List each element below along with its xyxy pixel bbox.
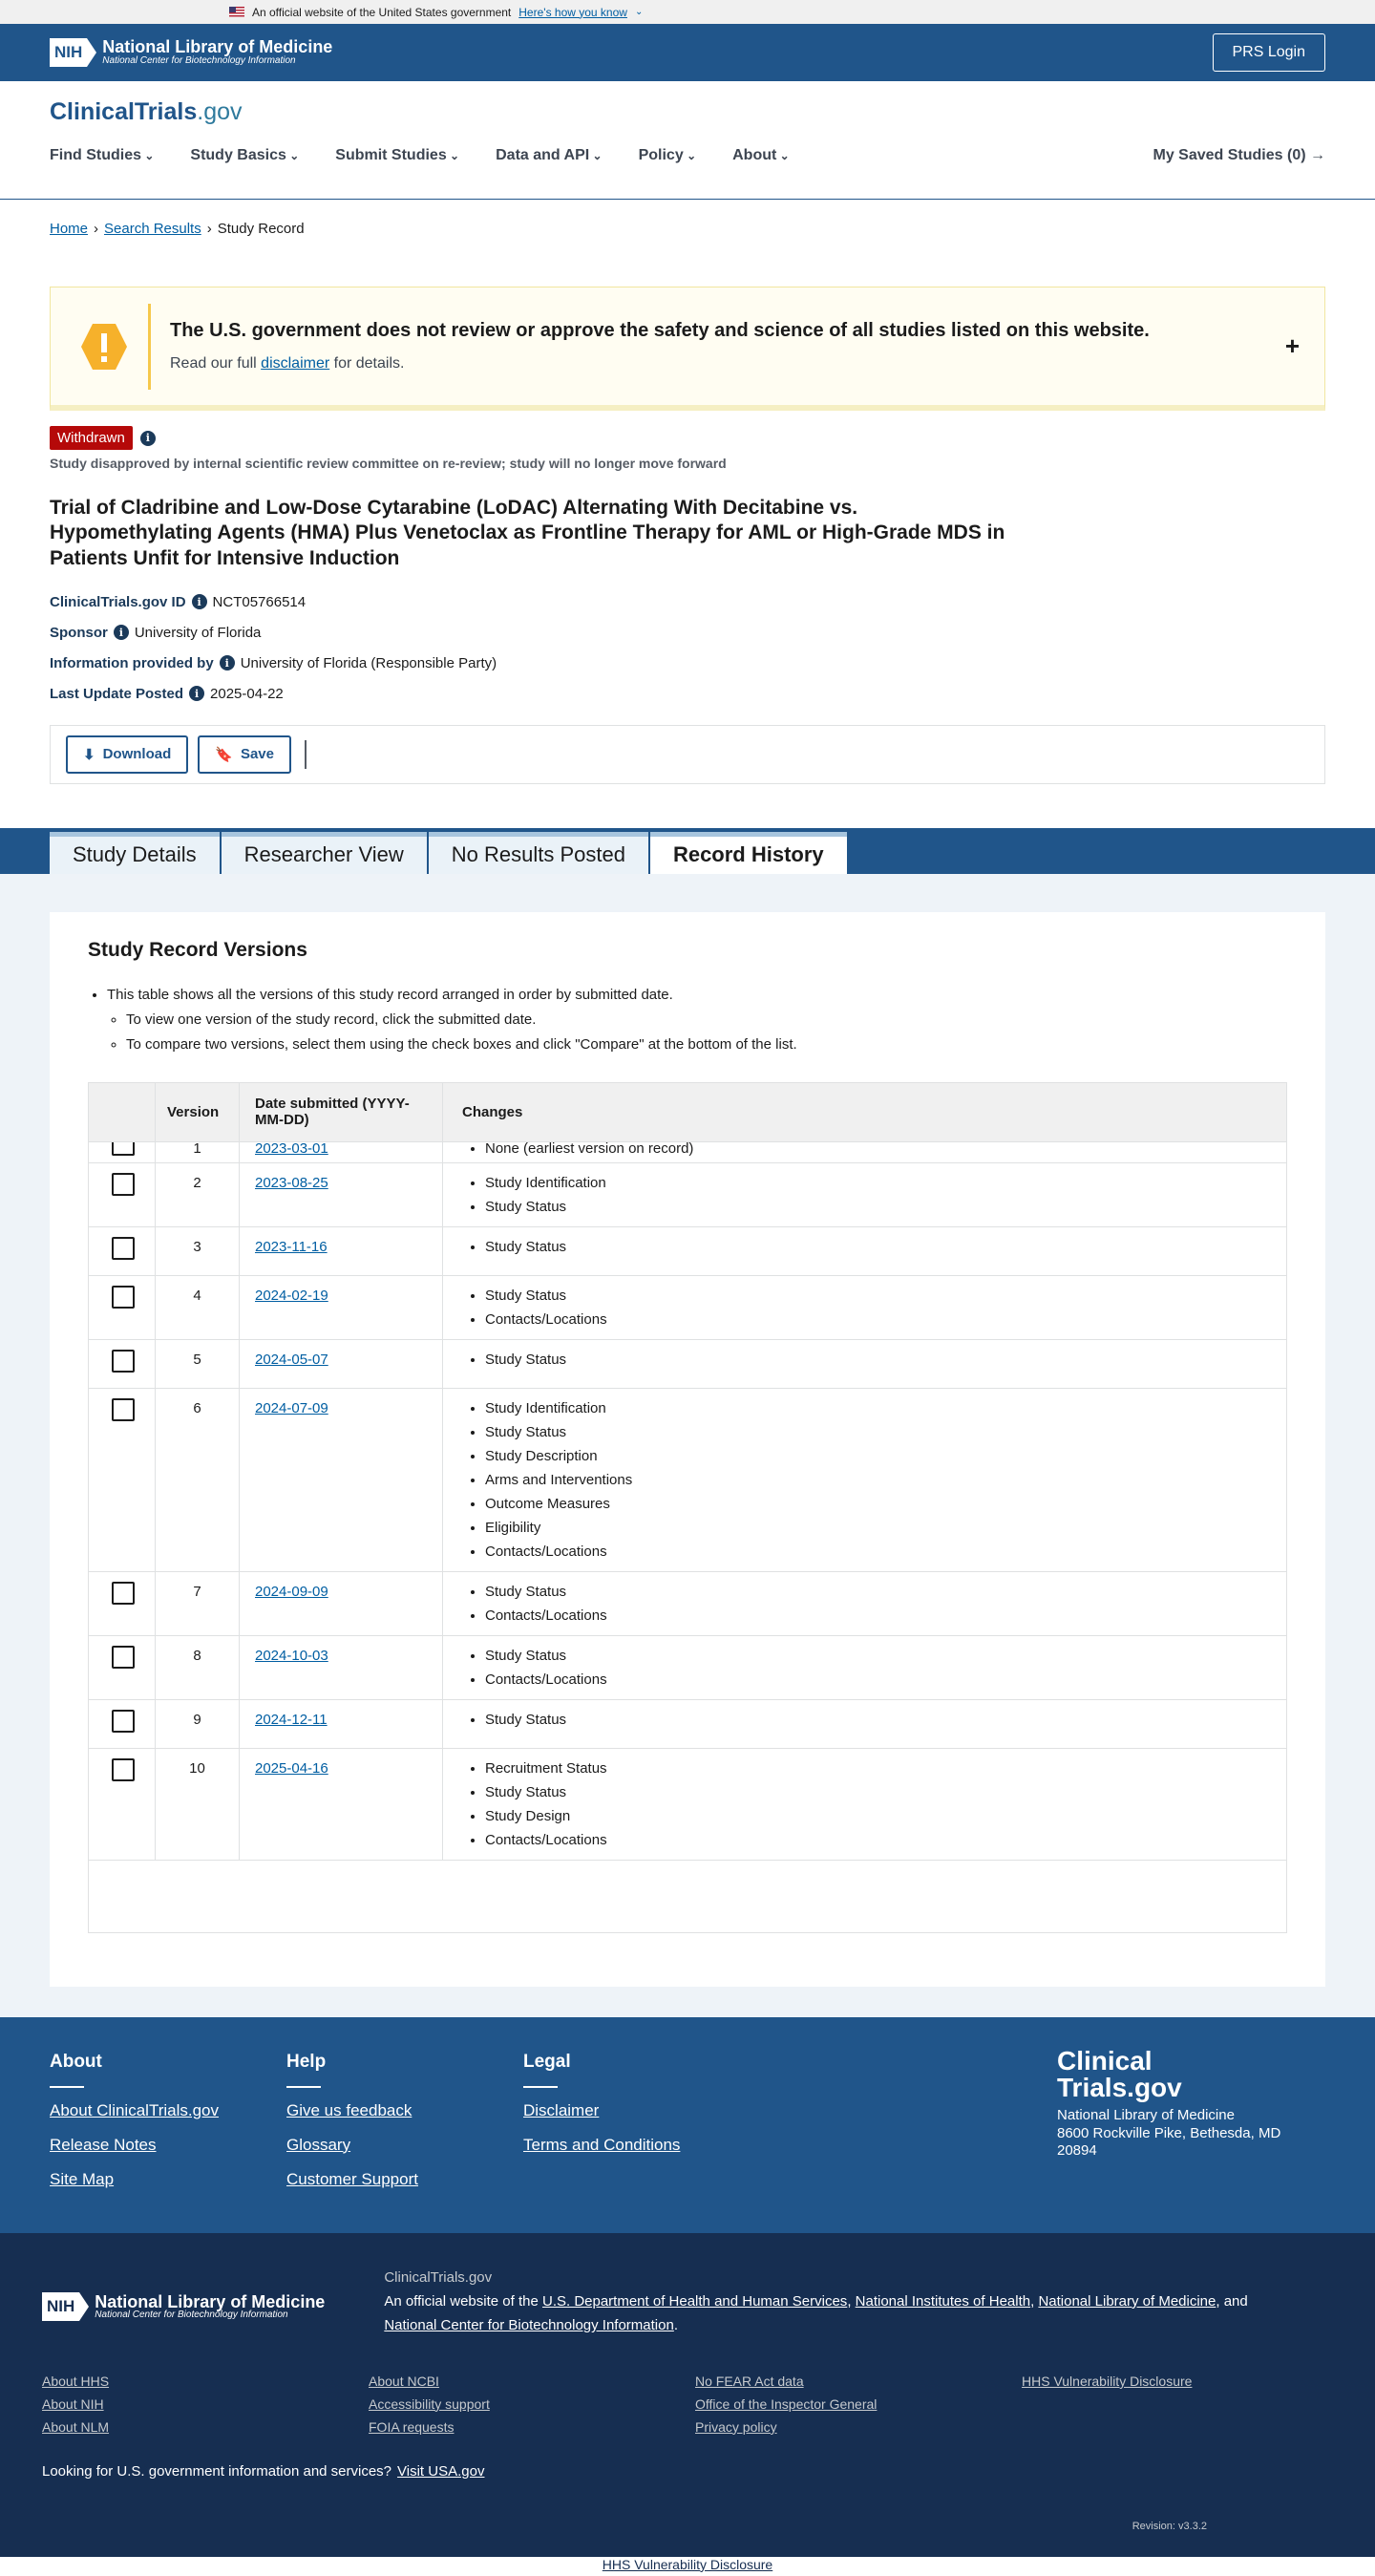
footer-empty	[1022, 2419, 1308, 2435]
nav-about[interactable]: About ⌄	[732, 147, 790, 164]
version-date-link[interactable]: 2023-11-16	[255, 1238, 328, 1255]
usa-text: Looking for U.S. government information and services?	[42, 2462, 392, 2480]
note-text: This table shows all the versions of this study record arranged in order by submitted date.	[107, 986, 673, 1003]
change-item: • Study Status	[485, 1284, 1275, 1308]
version-checkbox[interactable]	[112, 1142, 135, 1156]
table-row	[89, 1339, 1287, 1388]
meta-label: Last Update Posted	[50, 685, 184, 702]
footer-empty	[1022, 2396, 1308, 2412]
meta-value: NCT05766514	[212, 593, 307, 610]
disclaimer-pre: Read our full	[170, 355, 262, 372]
changes-cell	[443, 1275, 1287, 1339]
versions-table-body	[89, 1141, 1287, 1932]
change-item: • Study Identification	[485, 1171, 1275, 1195]
changes-cell	[443, 1226, 1287, 1275]
disclaimer-alert	[50, 287, 1325, 411]
select-cell	[89, 1339, 156, 1388]
footer-gov-link[interactable]: FOIA requests	[369, 2418, 455, 2435]
nih-logo-mark: NIH	[42, 2292, 79, 2321]
change-item: • Outcome Measures	[485, 1492, 1275, 1516]
table-row	[89, 1748, 1287, 1860]
saved-studies-label: My Saved Studies (0)	[1153, 147, 1306, 163]
nih-logo-mark: NIH	[50, 38, 87, 67]
change-item: • Study Status	[485, 1348, 1275, 1372]
note-item: ◦ To compare two versions, select them using the check boxes and click "Compare" at the bottom of the list.	[126, 1033, 1287, 1057]
footer-legal	[523, 2052, 760, 2199]
select-cell	[89, 1748, 156, 1860]
how-you-know-link[interactable]: Here's how you know	[518, 5, 627, 19]
breadcrumb-current: Study Record	[217, 221, 305, 237]
nav-policy[interactable]: Policy ⌄	[639, 147, 697, 164]
footer-gov-link[interactable]: Accessibility support	[369, 2395, 490, 2412]
spacer-cell	[89, 1860, 1287, 1932]
disclaimer-link[interactable]: disclaimer	[261, 355, 330, 372]
record-history-section	[0, 874, 1375, 2017]
version-number: 8	[156, 1635, 240, 1699]
tab-study-details[interactable]: Study Details	[50, 832, 220, 874]
change-item: • Arms and Interventions	[485, 1468, 1275, 1492]
meta-info-provided	[50, 655, 1325, 671]
expand-plus-icon[interactable]: +	[1284, 331, 1300, 360]
address-line: National Library of Medicine	[1057, 2106, 1235, 2123]
change-item: • Study Status	[485, 1420, 1275, 1444]
version-number: 2	[156, 1162, 240, 1226]
disclaimer-post: for details.	[329, 355, 405, 372]
change-item: • Study Status	[485, 1780, 1275, 1804]
footer-logo-line: Trials.gov	[1057, 2072, 1182, 2102]
change-item: • None (earliest version on record)	[485, 1142, 1275, 1156]
version-checkbox[interactable]	[112, 1286, 135, 1309]
version-date-link[interactable]: 2023-08-25	[255, 1174, 328, 1191]
version-checkbox[interactable]	[112, 1237, 135, 1260]
tab-record-history[interactable]: Record History	[650, 832, 847, 874]
date-cell	[240, 1635, 443, 1699]
nlm-footer-logo[interactable]	[42, 2277, 325, 2337]
changes-cell	[443, 1162, 1287, 1226]
hhs-link[interactable]: U.S. Department of Health and Human Services	[541, 2292, 848, 2310]
meta-value: University of Florida (Responsible Party)	[240, 654, 497, 671]
footer-legal-heading: Legal	[523, 2051, 571, 2072]
official-text: An official website of the	[384, 2292, 542, 2310]
version-date-link[interactable]: 2023-03-01	[255, 1139, 328, 1157]
site-logo-main: ClinicalTrials	[50, 98, 198, 125]
date-cell	[240, 1141, 443, 1162]
usa-gov-link[interactable]: Visit USA.gov	[397, 2462, 485, 2480]
footer-gov-link[interactable]: Privacy policy	[695, 2418, 777, 2435]
disclaimer-text	[170, 355, 1150, 373]
footer-link[interactable]: Terms and Conditions	[523, 2135, 681, 2154]
address-line: 8600 Rockville Pike, Bethesda, MD	[1057, 2124, 1281, 2141]
version-checkbox[interactable]	[112, 1398, 135, 1421]
meta-sponsor	[50, 625, 1325, 641]
footer-link[interactable]: Customer Support	[286, 2169, 418, 2188]
table-row	[89, 1635, 1287, 1699]
change-item: • Recruitment Status	[485, 1756, 1275, 1780]
date-cell	[240, 1388, 443, 1571]
meta-value: University of Florida	[134, 624, 262, 641]
footer-gov-links	[42, 2374, 1333, 2435]
date-cell	[240, 1162, 443, 1226]
status-row	[50, 426, 1325, 450]
footer-gov-link[interactable]: HHS Vulnerability Disclosure	[1022, 2373, 1193, 2389]
bookmark-icon: 🔖	[215, 746, 233, 763]
change-item: • Study Status	[485, 1580, 1275, 1604]
changes-cell	[443, 1571, 1287, 1635]
footer-about	[50, 2052, 286, 2199]
save-button[interactable]	[198, 735, 291, 774]
info-icon[interactable]: i	[114, 625, 129, 640]
gov-banner-text: An official website of the United States government	[252, 5, 512, 19]
footer-logo[interactable]	[1057, 2045, 1280, 2102]
footer-about-heading: About	[50, 2051, 102, 2072]
nav-study-basics[interactable]: Study Basics ⌄	[190, 147, 299, 164]
download-icon: ⬇	[83, 746, 95, 763]
change-item: • Study Description	[485, 1444, 1275, 1468]
table-row	[89, 1275, 1287, 1339]
disclaimer-title: The U.S. government does not review or approve the safety and science of all studies listed on this website.	[170, 320, 1150, 341]
changes-cell	[443, 1388, 1287, 1571]
version-checkbox[interactable]	[112, 1582, 135, 1605]
versions-table	[88, 1082, 1287, 1933]
version-date-link[interactable]: 2024-07-09	[255, 1399, 328, 1416]
col-changes: Changes	[443, 1082, 1287, 1141]
study-tabs	[0, 828, 1375, 874]
change-item: • Contacts/Locations	[485, 1604, 1275, 1628]
ncbi-subtitle: National Center for Biotechnology Information	[102, 55, 296, 67]
change-item: • Contacts/Locations	[485, 1540, 1275, 1564]
prs-login-button[interactable]: PRS Login	[1213, 33, 1326, 72]
version-number: 6	[156, 1388, 240, 1571]
version-date-link[interactable]: 2024-05-07	[255, 1351, 328, 1368]
table-row	[89, 1699, 1287, 1748]
changes-cell	[443, 1635, 1287, 1699]
date-cell	[240, 1275, 443, 1339]
footer-gov-link[interactable]: Office of the Inspector General	[695, 2395, 878, 2412]
footer-gov-link[interactable]: About NLM	[42, 2418, 110, 2435]
version-date-link[interactable]: 2024-12-11	[255, 1711, 328, 1728]
version-checkbox[interactable]	[112, 1710, 135, 1733]
main-nav	[50, 147, 1325, 164]
footer-link[interactable]: About ClinicalTrials.gov	[50, 2100, 219, 2119]
usa-gov-row	[42, 2463, 1333, 2480]
meta-label: Information provided by	[50, 654, 214, 671]
select-cell	[89, 1699, 156, 1748]
site-footer	[0, 2017, 1375, 2233]
changes-cell	[443, 1141, 1287, 1162]
meta-value: 2025-04-22	[210, 685, 284, 702]
gov-banner	[0, 0, 1375, 24]
date-cell	[240, 1571, 443, 1635]
version-number: 10	[156, 1748, 240, 1860]
meta-last-update	[50, 686, 1325, 702]
official-website-info: ClinicalTrials.gov An official website of the U.S. Department of Health and Human Services, National Institutes of Health, National Library of Medicine, and National Center for Biotechnology Information.	[384, 2266, 1272, 2337]
version-number: 7	[156, 1571, 240, 1635]
meta-label: ClinicalTrials.gov ID	[50, 593, 186, 610]
select-cell	[89, 1275, 156, 1339]
table-row	[89, 1226, 1287, 1275]
info-icon[interactable]: i	[189, 686, 204, 701]
address-line: 20894	[1057, 2142, 1097, 2160]
version-date-link[interactable]: 2025-04-16	[255, 1759, 328, 1777]
changes-cell	[443, 1339, 1287, 1388]
version-number: 9	[156, 1699, 240, 1748]
footer-link[interactable]: Site Map	[50, 2169, 115, 2188]
nih-link[interactable]: National Institutes of Health	[855, 2292, 1031, 2310]
version-checkbox[interactable]	[112, 1646, 135, 1669]
tab-researcher-view[interactable]: Researcher View	[222, 832, 427, 874]
site-logo-suffix: .gov	[197, 98, 243, 125]
download-label: Download	[102, 746, 172, 763]
divider	[305, 740, 307, 769]
col-version: Version	[156, 1082, 240, 1141]
version-number: 5	[156, 1339, 240, 1388]
version-checkbox[interactable]	[112, 1758, 135, 1781]
chevron-down-icon: ⌄	[634, 7, 644, 17]
change-item: • Study Design	[485, 1804, 1275, 1828]
nlm-link[interactable]: National Library of Medicine	[1038, 2292, 1216, 2310]
footer-help-heading: Help	[286, 2051, 327, 2072]
table-header-row	[89, 1082, 1287, 1141]
col-select	[89, 1082, 156, 1141]
footer-link[interactable]: Disclaimer	[523, 2100, 600, 2119]
chevron-right-icon: ›	[206, 221, 212, 237]
date-cell	[240, 1748, 443, 1860]
change-item: • Study Status	[485, 1644, 1275, 1668]
change-item: • Study Status	[485, 1235, 1275, 1259]
meta-nct-id	[50, 594, 1325, 610]
footer-site-name: ClinicalTrials.gov	[384, 2268, 493, 2286]
select-cell	[89, 1162, 156, 1226]
select-cell	[89, 1226, 156, 1275]
date-cell	[240, 1339, 443, 1388]
footer-address	[1057, 2107, 1280, 2161]
tab-no-results-posted[interactable]: No Results Posted	[429, 832, 648, 874]
chevron-right-icon: ›	[94, 221, 99, 237]
version-checkbox[interactable]	[112, 1173, 135, 1196]
footer-logo-line: Clinical	[1057, 2045, 1153, 2076]
nlm-title: National Library of Medicine	[95, 2291, 326, 2311]
version-date-link[interactable]: 2024-10-03	[255, 1647, 328, 1664]
version-number: 4	[156, 1275, 240, 1339]
footer-gov-link[interactable]: No FEAR Act data	[695, 2373, 804, 2389]
changes-cell	[443, 1748, 1287, 1860]
download-button[interactable]	[66, 735, 188, 774]
version-date-link[interactable]: 2024-09-09	[255, 1583, 328, 1600]
select-cell	[89, 1141, 156, 1162]
note-item	[107, 983, 1287, 1057]
info-icon[interactable]: i	[220, 655, 235, 671]
bottom-disclosure	[0, 2557, 1375, 2576]
footer-link[interactable]: Give us feedback	[286, 2100, 412, 2119]
table-spacer-row	[89, 1860, 1287, 1932]
ncbi-subtitle: National Center for Biotechnology Information	[95, 2310, 288, 2321]
divider	[523, 2086, 558, 2088]
study-title: Trial of Cladribine and Low-Dose Cytarabine (LoDAC) Alternating With Decitabine vs. Hypomethylating Agents (HMA) Plus Venetoclax as Frontline Therapy for AML or High-Grade MDS in Patients Unfit for Intensive Induction	[50, 497, 1005, 569]
ncbi-link[interactable]: National Center for Biotechnology Information	[384, 2316, 674, 2333]
date-cell	[240, 1226, 443, 1275]
table-row	[89, 1141, 1287, 1162]
changes-cell	[443, 1699, 1287, 1748]
date-cell	[240, 1699, 443, 1748]
version-number: 1	[156, 1141, 240, 1162]
table-row	[89, 1571, 1287, 1635]
change-item: • Contacts/Locations	[485, 1308, 1275, 1331]
breadcrumb-home[interactable]: Home	[50, 221, 89, 237]
breadcrumb	[0, 200, 1375, 258]
version-number: 3	[156, 1226, 240, 1275]
col-date: Date submitted (YYYY-MM-DD)	[240, 1082, 443, 1141]
footer-logo-block	[1057, 2045, 1281, 2161]
divider	[286, 2086, 321, 2088]
versions-notes	[88, 983, 1287, 1057]
version-date-link[interactable]: 2024-02-19	[255, 1287, 328, 1304]
change-item: • Contacts/Locations	[485, 1828, 1275, 1852]
divider	[50, 2086, 84, 2088]
nih-header	[0, 24, 1375, 81]
nav-data-and-api[interactable]: Data and API ⌄	[496, 147, 602, 164]
nav-submit-studies[interactable]: Submit Studies ⌄	[335, 147, 459, 164]
table-row	[89, 1162, 1287, 1226]
select-cell	[89, 1635, 156, 1699]
us-flag-icon	[229, 7, 244, 17]
breadcrumb-search-results[interactable]: Search Results	[104, 221, 201, 237]
warning-icon	[79, 322, 129, 372]
table-row	[89, 1388, 1287, 1571]
site-header	[0, 81, 1375, 200]
select-cell	[89, 1571, 156, 1635]
arrow-right-icon: →	[1310, 147, 1325, 163]
footer-gov-link[interactable]: About HHS	[42, 2373, 110, 2389]
meta-label: Sponsor	[50, 624, 108, 641]
footer-gov-link[interactable]: About NCBI	[369, 2373, 439, 2389]
versions-card	[50, 912, 1325, 1987]
nlm-title: National Library of Medicine	[102, 37, 333, 57]
info-icon[interactable]: i	[140, 431, 156, 446]
nlm-logo[interactable]	[50, 38, 332, 67]
footer-link[interactable]: Release Notes	[50, 2135, 157, 2154]
status-note: Study disapproved by internal scientific review committee on re-review; study will no longer move forward	[50, 456, 727, 471]
footer-help	[286, 2052, 523, 2199]
change-item: • Study Status	[485, 1195, 1275, 1219]
saved-studies-link[interactable]	[1153, 147, 1326, 164]
info-icon[interactable]: i	[192, 594, 207, 609]
nav-find-studies[interactable]: Find Studies ⌄	[50, 147, 154, 164]
select-cell	[89, 1388, 156, 1571]
footer-gov-link[interactable]: About NIH	[42, 2395, 104, 2412]
change-item: • Study Identification	[485, 1396, 1275, 1420]
change-item: • Study Status	[485, 1708, 1275, 1732]
save-label: Save	[240, 746, 274, 763]
change-item: • Contacts/Locations	[485, 1668, 1275, 1692]
revision-label: Revision: v3.3.2	[1132, 2520, 1207, 2532]
action-bar	[50, 725, 1325, 784]
versions-heading: Study Record Versions	[88, 938, 307, 961]
site-logo[interactable]	[50, 98, 1325, 126]
status-badge: Withdrawn	[50, 426, 133, 450]
hhs-vulnerability-link[interactable]: HHS Vulnerability Disclosure	[602, 2556, 773, 2572]
and-text: and	[1223, 2292, 1248, 2310]
nlm-footer	[0, 2233, 1375, 2557]
note-item: ◦ To view one version of the study record, click the submitted date.	[126, 1008, 1287, 1033]
version-checkbox[interactable]	[112, 1350, 135, 1373]
footer-link[interactable]: Glossary	[286, 2135, 351, 2154]
change-item: • Eligibility	[485, 1516, 1275, 1540]
study-meta	[50, 594, 1325, 702]
